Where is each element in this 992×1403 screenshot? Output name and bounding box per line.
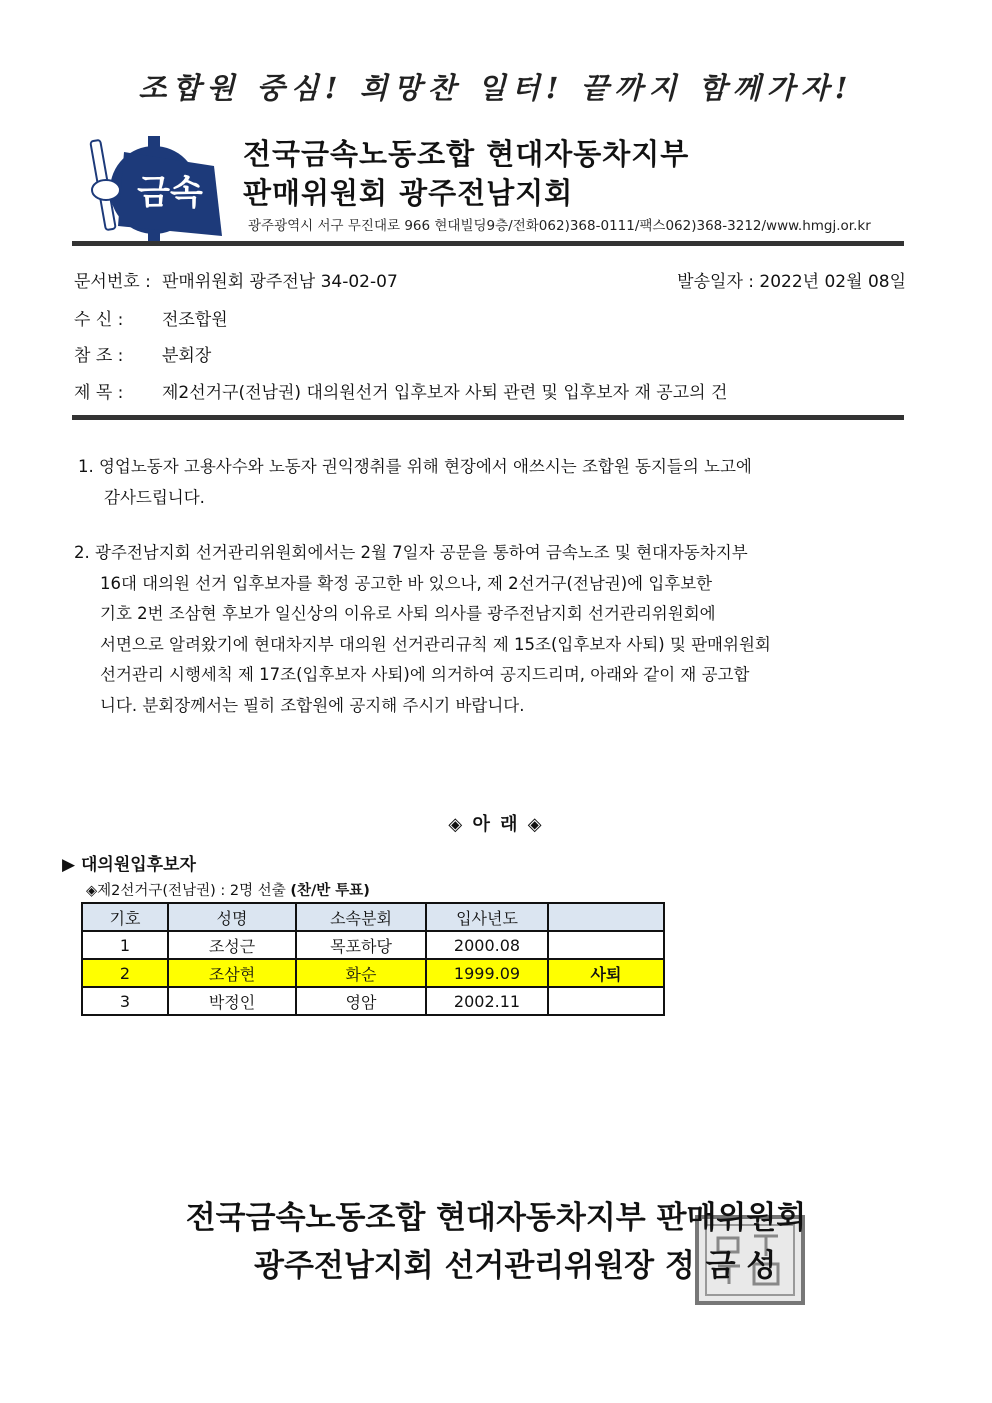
paragraph-1	[78, 452, 918, 513]
table-cell	[548, 987, 664, 1015]
paragraph-2-line: 2. 광주전남지회 선거관리위원회에서는 2월 7일자 공문을 통하여 금속노조 및 현대자동차지부	[74, 543, 748, 562]
header-divider	[72, 241, 904, 246]
paragraph-1-line: 감사드립니다.	[104, 487, 205, 507]
reference-row	[74, 341, 211, 366]
paragraph-2-line: 선거관리 시행세칙 제 17조(입후보자 사퇴)에 의거하여 공지드리며, 아래와 같이 재 공고합	[100, 665, 750, 684]
table-cell: 1	[82, 931, 168, 959]
paragraph-2-line: 기호 2번 조삼현 후보가 일신상의 이유로 사퇴 의사를 광주전남지회 선거관리위원회에	[100, 604, 716, 623]
header-cell: 성명	[168, 903, 296, 931]
header-cell	[548, 903, 664, 931]
table-row-withdrawn	[82, 959, 664, 987]
recipient-row	[74, 305, 228, 330]
vote-type: (찬/반 투표)	[290, 883, 370, 899]
org-address: 광주광역시 서구 무진대로 966 현대빌딩9층/전화062)368-0111/팩스062)368-3212/www.hmgj.or.kr	[248, 218, 871, 234]
doc-number-label: 문서번호 :	[74, 272, 151, 292]
doc-number: 판매위원회 광주전남 34-02-07	[162, 272, 398, 292]
district-info	[86, 879, 370, 900]
section-title: ▶ 대의원입후보자	[62, 855, 196, 875]
table-row	[82, 931, 664, 959]
table-cell: 2000.08	[426, 931, 548, 959]
table-cell: 화순	[296, 959, 426, 987]
subject-label: 제 목 :	[74, 383, 124, 403]
table-cell: 목포하당	[296, 931, 426, 959]
meta-divider	[72, 415, 904, 420]
doc-number-row	[74, 267, 398, 292]
withdrawn-badge: 사퇴	[548, 959, 664, 987]
table-cell: 조성근	[168, 931, 296, 959]
table-cell	[548, 931, 664, 959]
table-cell: 1999.09	[426, 959, 548, 987]
header-cell: 기호	[82, 903, 168, 931]
reference-label: 참 조 :	[74, 346, 124, 366]
table-cell: 영암	[296, 987, 426, 1015]
paragraph-2	[74, 538, 914, 721]
org-name-line1: 전국금속노동조합 현대자동차지부	[243, 137, 690, 171]
table-header-row	[82, 903, 664, 931]
table-cell: 2002.11	[426, 987, 548, 1015]
table-cell: 박정인	[168, 987, 296, 1015]
paragraph-2-line: 16대 대의원 선거 입후보자를 확정 공고한 바 있으나, 제 2선거구(전남권)에 입후보한	[100, 573, 713, 593]
header-cell: 입사년도	[426, 903, 548, 931]
sent-date: 발송일자 : 2022년 02월 08일	[677, 272, 906, 292]
logo-text: 금속	[137, 173, 203, 213]
union-logo	[84, 132, 224, 242]
recipient-label: 수 신 :	[74, 310, 124, 330]
table-cell: 3	[82, 987, 168, 1015]
recipient: 전조합원	[162, 310, 228, 330]
notice-heading: ◈ 아 래 ◈	[448, 814, 544, 835]
signature-name: 광주전남지회 선거관리위원장 정 금 성	[254, 1248, 777, 1284]
table-cell: 2	[82, 959, 168, 987]
signature-org: 전국금속노동조합 현대자동차지부 판매위원회	[185, 1200, 807, 1236]
reference: 분회장	[162, 346, 212, 366]
candidate-table	[81, 902, 665, 1016]
subject-row	[74, 378, 727, 403]
table-cell: 조삼현	[168, 959, 296, 987]
paragraph-1-line: 1. 영업노동자 고용사수와 노동자 권익쟁취를 위해 현장에서 애쓰시는 조합원 동지들의 노고에	[78, 457, 752, 476]
slogan: 조합원 중심! 희망찬 일터! 끝까지 함께가자!	[138, 71, 854, 105]
subject: 제2선거구(전남권) 대의원선거 입후보자 사퇴 관련 및 입후보자 재 공고의 건	[162, 383, 728, 403]
org-name-line2: 판매위원회 광주전남지회	[243, 176, 574, 210]
header-cell: 소속분회	[296, 903, 426, 931]
paragraph-2-line: 니다. 분회장께서는 필히 조합원에 공지해 주시기 바랍니다.	[100, 695, 525, 715]
table-row	[82, 987, 664, 1015]
paragraph-2-line: 서면으로 알려왔기에 현대차지부 대의원 선거관리규칙 제 15조(입후보자 사퇴) 및 판매위원회	[100, 634, 771, 654]
district-info-text: ◈제2선거구(전남권) : 2명 선출	[86, 883, 291, 899]
